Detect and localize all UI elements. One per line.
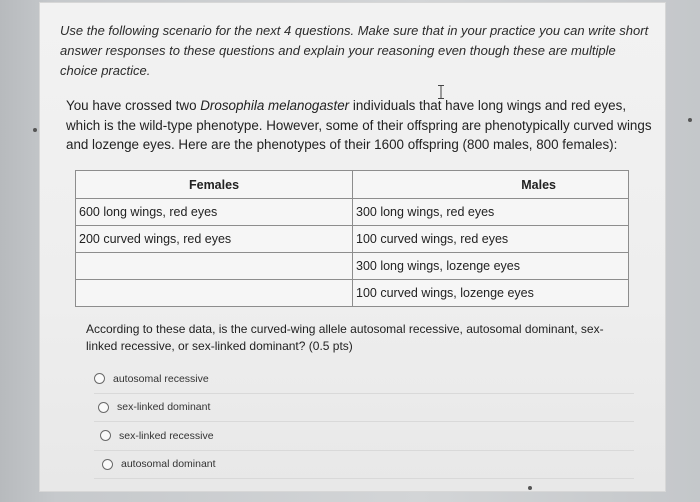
scenario-part1: You have crossed two	[66, 98, 201, 113]
male-cell: 300 long wings, lozenge eyes	[353, 253, 629, 280]
option-label: autosomal recessive	[113, 372, 209, 385]
option-label: autosomal dominant	[121, 458, 216, 471]
male-cell: 100 curved wings, red eyes	[353, 226, 629, 253]
option-label: sex-linked recessive	[119, 429, 214, 442]
screen-speck	[528, 486, 532, 490]
table-row	[76, 280, 629, 307]
answer-options	[94, 365, 634, 479]
screen-speck	[33, 128, 37, 132]
option-sex-linked-dominant[interactable]	[94, 394, 634, 423]
table-header-row	[76, 171, 629, 199]
phenotype-table	[75, 170, 629, 307]
male-cell: 100 curved wings, lozenge eyes	[353, 280, 629, 307]
option-sex-linked-recessive[interactable]	[94, 422, 634, 451]
female-cell: 200 curved wings, red eyes	[76, 226, 353, 253]
table-row	[76, 253, 629, 280]
radio-button-icon[interactable]	[100, 430, 111, 441]
option-label: sex-linked dominant	[117, 401, 211, 414]
female-cell: 600 long wings, red eyes	[76, 199, 353, 226]
question-text: According to these data, is the curved-wing allele autosomal recessive, autosomal dominant, sex-linked recessive, or sex-linked dominant? (0.5 pts)	[86, 322, 604, 353]
radio-button-icon[interactable]	[94, 373, 105, 384]
scenario-part2: individuals that have long wings and red eyes, which is the wild-type phenotype. However, some of their offspring are phenotypically curved wings and lozenge eyes. Here are the phenotypes of their 1600 offspring (800 males, 800 females):	[66, 98, 652, 152]
header-females: Females	[76, 171, 353, 199]
radio-button-icon[interactable]	[102, 459, 113, 470]
table-row	[76, 199, 629, 226]
female-cell	[76, 253, 353, 280]
radio-button-icon[interactable]	[98, 402, 109, 413]
table-row	[76, 226, 629, 253]
screen-speck	[688, 118, 692, 122]
male-cell: 300 long wings, red eyes	[353, 199, 629, 226]
option-autosomal-recessive[interactable]	[94, 365, 634, 394]
intro-instructions: Use the following scenario for the next 4 questions. Make sure that in your practice you can write short answer responses to these questions and explain your reasoning even though these are multiple choice practice.	[60, 23, 649, 78]
scenario-text	[66, 96, 656, 155]
female-cell	[76, 280, 353, 307]
text-cursor-icon	[438, 85, 444, 99]
species-name: Drosophila melanogaster	[200, 98, 350, 113]
header-males: Males	[353, 171, 629, 199]
option-autosomal-dominant[interactable]	[94, 451, 634, 480]
quiz-page	[39, 2, 666, 492]
